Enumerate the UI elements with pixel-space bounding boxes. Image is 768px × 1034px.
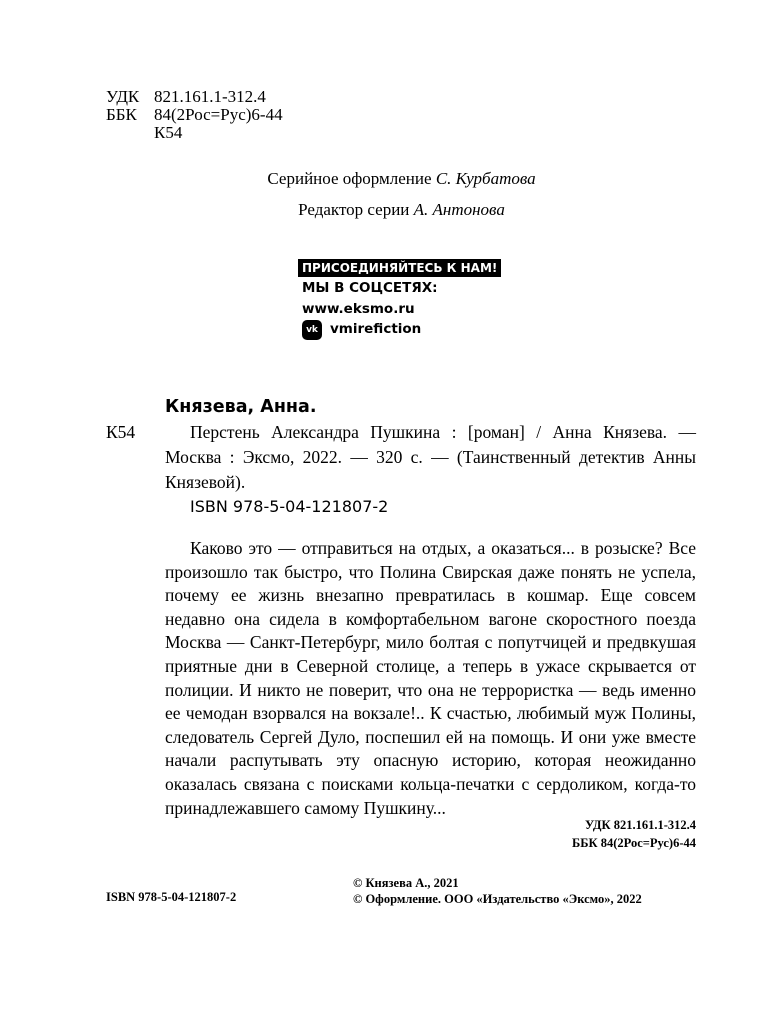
vk-handle-link[interactable]: vmirefiction bbox=[330, 321, 422, 337]
series-design-name: С. Курбатова bbox=[435, 169, 536, 188]
footer-udk: УДК 821.161.1-312.4 bbox=[585, 818, 696, 832]
series-editor-name: А. Антонова bbox=[413, 200, 505, 219]
footer-bbk: ББК 84(2Рос=Рус)6-44 bbox=[572, 836, 696, 850]
series-editor-prefix: Редактор серии bbox=[298, 200, 410, 219]
socials-label: МЫ В СОЦСЕТЯХ: bbox=[302, 280, 438, 296]
copyright-author: © Князева А., 2021 bbox=[353, 876, 459, 890]
author-mark-row bbox=[106, 123, 182, 142]
udk-row bbox=[106, 87, 266, 106]
udk-value: 821.161.1-312.4 bbox=[154, 87, 266, 106]
join-us-badge: ПРИСОЕДИНЯЙТЕСЬ К НАМ! bbox=[298, 259, 501, 277]
annotation-text: Каково это — отправиться на отдых, а оказаться... в розыске? Все произошло так быстро, что Полина Свирская даже понять не успела, почему ее жизнь внезапно превратилась в кошмар. Еще совсем недавно она сидела в комфортабельном вагоне скоростного поезда Москва — Санкт-Петербург, мило болтая с попутчицей и предвкушая приятные дни в Северной столице, а теперь в ужасе скрывается от полиции. И никто не поверит, что она не террористка — ведь именно ее чемодан взорвался на вокзале!.. К счастью, любимый муж Полины, следователь Сергей Дуло, поспешил ей на помощь. И они уже вместе начали распутывать эту опасную историю, которая неожиданно оказалась связана с поисками кольца-печатки с сердоликом, когда-то принадлежавшего самому Пушкину... bbox=[165, 538, 696, 818]
bib-description: Перстень Александра Пушкина : [роман] / Анна Князева. — Москва : Эксмо, 2022. — 320 с. — (Таинственный детектив Анны Князевой). bbox=[165, 422, 696, 492]
bib-author: Князева, Анна. bbox=[165, 397, 317, 417]
udk-label: УДК bbox=[106, 87, 140, 106]
website-link[interactable]: www.eksmo.ru bbox=[302, 301, 415, 317]
bib-isbn: ISBN 978-5-04-121807-2 bbox=[190, 497, 389, 516]
vk-icon: vk bbox=[302, 320, 322, 340]
copyright-design: © Оформление. ООО «Издательство «Эксмо», 2022 bbox=[353, 892, 642, 906]
bbk-row bbox=[106, 105, 283, 124]
author-mark: К54 bbox=[154, 123, 183, 142]
bib-mark: К54 bbox=[106, 422, 136, 442]
series-editor-credit bbox=[0, 200, 768, 220]
bbk-label: ББК bbox=[106, 105, 137, 124]
series-design-prefix: Серийное оформление bbox=[267, 169, 432, 188]
bbk-value: 84(2Рос=Рус)6-44 bbox=[154, 105, 283, 124]
series-design-credit bbox=[0, 169, 768, 189]
footer-isbn: ISBN 978-5-04-121807-2 bbox=[106, 890, 237, 904]
